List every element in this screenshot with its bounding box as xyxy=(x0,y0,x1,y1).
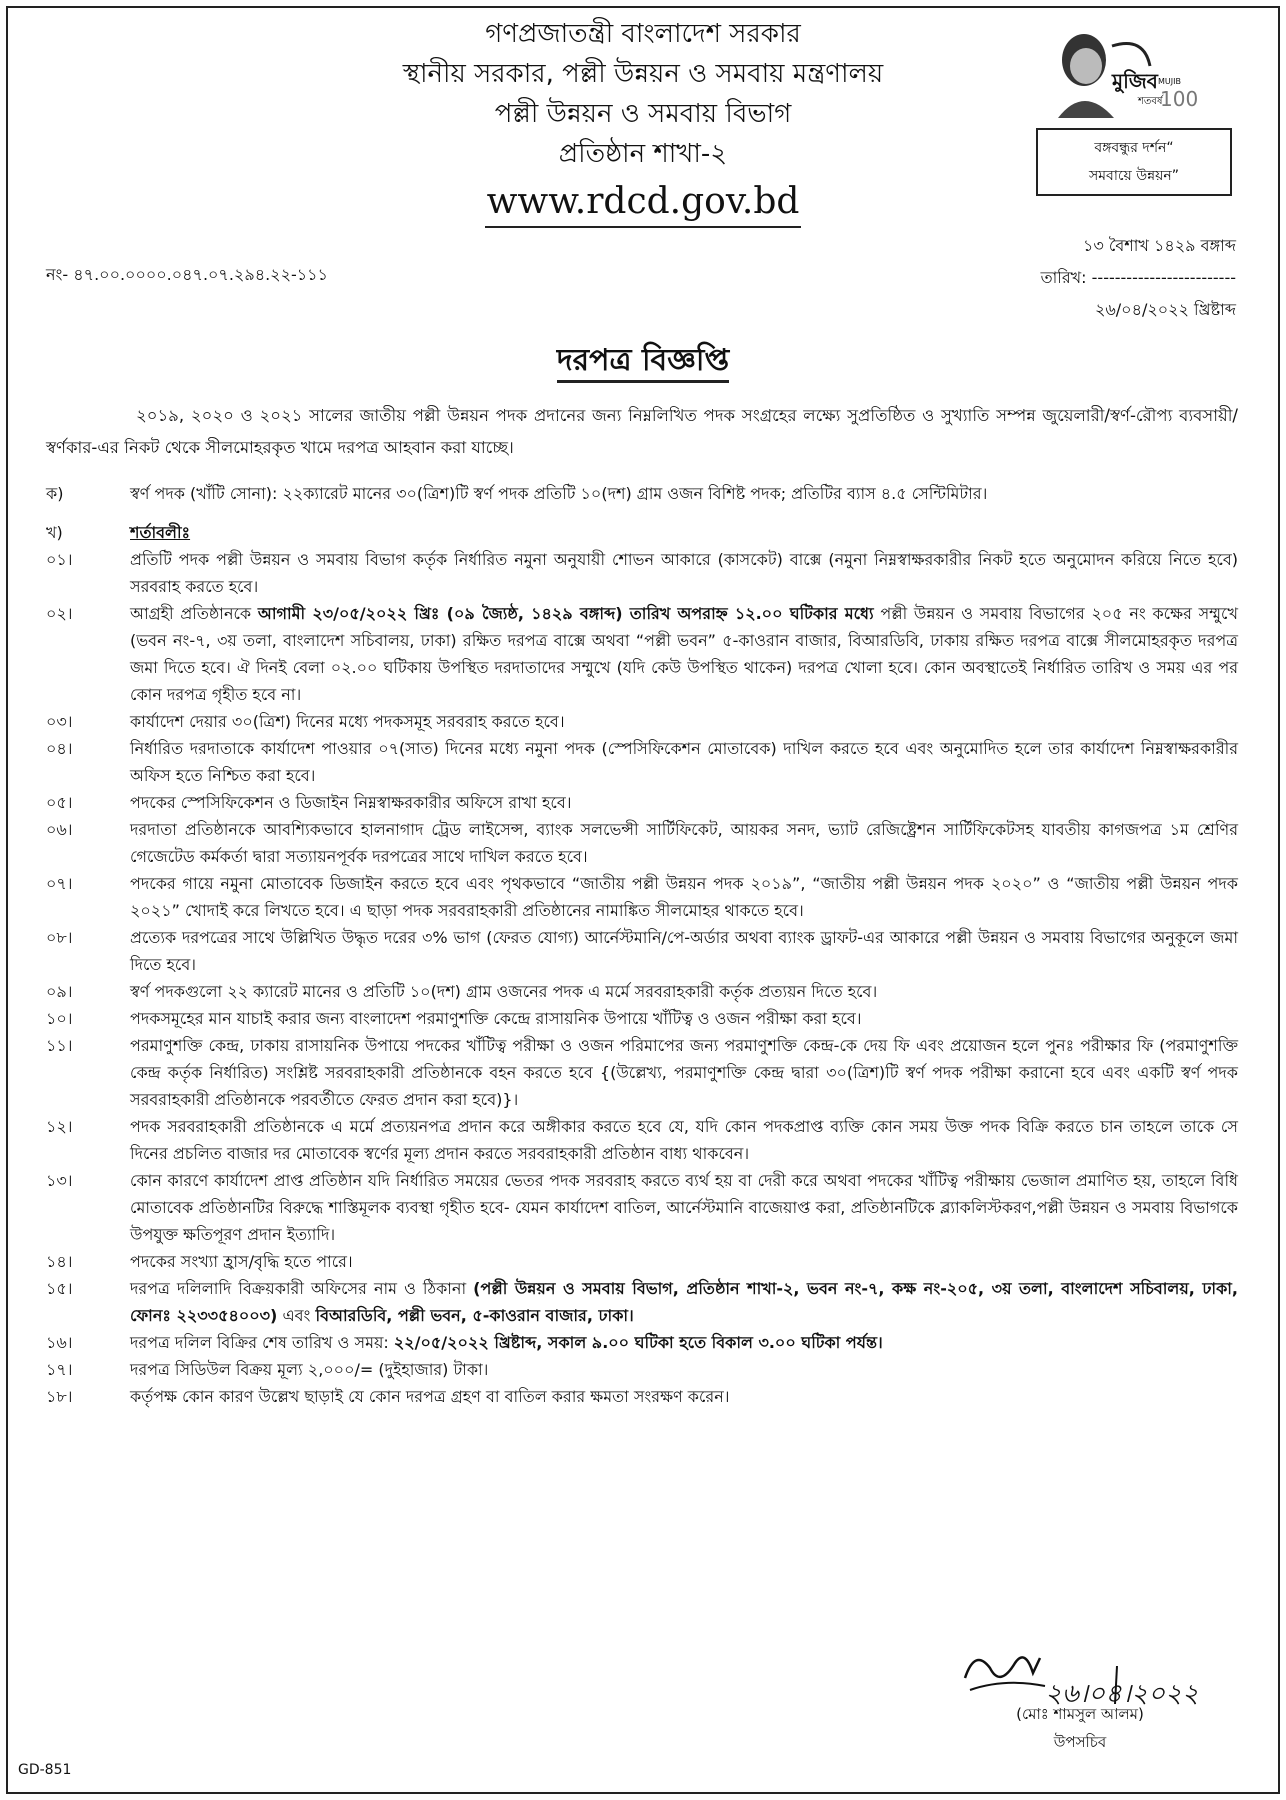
term-text: দরদাতা প্রতিষ্ঠানকে আবশ্যিকভাবে হালনাগাদ ট্রেড লাইসেন্স, ব্যাংক সলভেন্সী সার্টিফিকেট, আয়কর সনদ, ভ্যাট রেজিষ্ট্রেশন সার্টিফিকেটসহ যাবতীয় কাগজপত্র ১ম শ্রেণির গেজেটেড কর্মকর্তা দ্বারা সত্যায়নপূর্বক দরপত্রের সাথে দাখিল করতে হবে। xyxy=(130,820,1238,866)
term-11 xyxy=(46,1032,1238,1113)
term-02-deadline: আগামী ২৩/০৫/২০২২ খ্রিঃ (০৯ জ্যৈষ্ঠ, ১৪২৯ বঙ্গাব্দ) তারিখ অপরাহ্ন ১২.০০ ঘটিকার মধ্যে xyxy=(257,604,874,623)
term-09 xyxy=(46,978,1238,1005)
term-num: ১৮। xyxy=(46,1387,73,1406)
section-ka xyxy=(46,480,1238,507)
term-num: ০৯। xyxy=(46,982,73,1001)
notice-title xyxy=(0,336,1286,387)
memo-number: নং- ৪৭.০০.০০০০.০৪৭.০৭.২৯৪.২২-১১১ xyxy=(46,265,328,284)
term-text: পদকের গায়ে নমুনা মোতাবেক ডিজাইন করতে হবে এবং পৃথকভাবে “জাতীয় পল্লী উন্নয়ন পদক ২০১৯”, “জাতীয় পল্লী উন্নয়ন পদক ২০২০” ও “জাতীয় পল্লী উন্নয়ন পদক ২০২১” খোদাই করে লিখতে হবে। এ ছাড়া পদক সরবরাহকারী প্রতিষ্ঠানের নামাঙ্কিত সীলমোহর থাকতে হবে। xyxy=(130,874,1238,920)
term-num: ১৪। xyxy=(46,1252,73,1271)
portrait-icon xyxy=(1054,26,1199,122)
mujib-100-logo xyxy=(1054,26,1199,122)
term-num: ১২। xyxy=(46,1117,73,1136)
term-16-pre: দরপত্র দলিল বিক্রির শেষ তারিখ ও সময়: xyxy=(130,1333,394,1352)
slogan-box xyxy=(1036,128,1232,196)
term-text: পদকসমূহের মান যাচাই করার জন্য বাংলাদেশ পরমাণুশক্তি কেন্দ্রে রাসায়নিক উপায়ে খাঁটিত্ব ও ওজন পরীক্ষা করা হবে। xyxy=(130,1009,862,1028)
term-num: ১৫। xyxy=(46,1279,73,1298)
term-num: ১১। xyxy=(46,1036,73,1055)
term-14 xyxy=(46,1248,1238,1275)
term-text: পদকের সংখ্যা হ্রাস/বৃদ্ধি হতে পারে। xyxy=(130,1252,353,1271)
slogan-line-1: বঙ্গবন্ধুর দর্শন“ xyxy=(1094,140,1174,156)
term-15-office-address: (পল্লী উন্নয়ন ও সমবায় বিভাগ, প্রতিষ্ঠান শাখা-২, ভবন নং-৭, কক্ষ নং-২০৫, ৩য় তলা, বাংলাদেশ সচিবালয়, ঢাকা, ফোনঃ ২২৩৩৫৪০০৩) xyxy=(130,1279,1238,1325)
slogan-line-2: সমবায়ে উন্নয়ন” xyxy=(1089,168,1179,184)
term-num: ০৭। xyxy=(46,874,73,893)
term-num: ১৭। xyxy=(46,1360,73,1379)
term-text: কর্তৃপক্ষ কোন কারণ উল্লেখ ছাড়াই যে কোন দরপত্র গ্রহণ বা বাতিল করার ক্ষমতা সংরক্ষণ করেন। xyxy=(130,1387,730,1406)
signer-block xyxy=(960,1700,1200,1756)
term-num: ০১। xyxy=(46,550,73,569)
government-name: গণপ্রজাতন্ত্রী বাংলাদেশ সরকার xyxy=(485,19,801,49)
term-17 xyxy=(46,1356,1238,1383)
date-block xyxy=(1041,230,1236,326)
term-text: পদকের স্পেসিফিকেশন ও ডিজাইন নিম্নস্বাক্ষরকারীর অফিসে রাখা হবে। xyxy=(130,793,572,812)
term-04 xyxy=(46,735,1238,789)
term-num: ০৪। xyxy=(46,739,73,758)
date-label: তারিখ: ------------------------- xyxy=(1040,268,1236,287)
term-num: ০২। xyxy=(46,604,73,623)
term-text: পরমাণুশক্তি কেন্দ্র, ঢাকায় রাসায়নিক উপায়ে পদকের খাঁটিত্ব পরীক্ষা ও ওজন পরিমাপের জন্য পরমাণুশক্তি কেন্দ্র-কে দেয় ফি এবং প্রয়োজন হলে পুনঃ পরীক্ষার ফি (পরমাণুশক্তি কেন্দ্র কর্তৃক নির্ধারিত) সংশ্লিষ্ট সরবরাহকারী প্রতিষ্ঠানকে বহন করতে হবে {(উল্লেখ্য, পরমাণুশক্তি কেন্দ্র দ্বারা ৩০(ত্রিশ)টি স্বর্ণ পদক পরীক্ষা করানো হবে এবং একটি স্বর্ণ পদক সরবরাহকারী প্রতিষ্ঠানকে পরবর্তীতে ফেরত প্রদান করা হবে)}। xyxy=(130,1036,1238,1109)
term-text xyxy=(130,1329,1238,1356)
term-text xyxy=(130,600,1238,708)
term-15-mid: এবং xyxy=(277,1306,316,1325)
section-ka-num: ক) xyxy=(46,484,64,503)
term-num: ১০। xyxy=(46,1009,73,1028)
notice-title-text: দরপত্র বিজ্ঞপ্তি xyxy=(557,343,729,383)
section-kha-heading: শর্তাবলীঃ xyxy=(130,523,191,542)
signer-name: (মোঃ শামসুল আলম) xyxy=(1016,1705,1144,1723)
term-text: দরপত্র সিডিউল বিক্রয় মূল্য ২,০০০/= (দুইহাজার) টাকা। xyxy=(130,1360,489,1379)
term-10 xyxy=(46,1005,1238,1032)
term-02-post: পল্লী উন্নয়ন ও সমবায় বিভাগের ২০৫ নং কক্ষের সম্মুখে (ভবন নং-৭, ৩য় তলা, বাংলাদেশ সচিবালয়, ঢাকা) রক্ষিত দরপত্র বাক্সে অথবা “পল্লী ভবন” ৫-কাওরান বাজার, বিআরডিবি, ঢাকায় রক্ষিত দরপত্র বাক্সে সীলমোহরকৃত দরপত্র জমা দিতে হবে। ঐ দিনই বেলা ০২.০০ ঘটিকায় উপস্থিত দরদাতাদের সম্মুখে (যদি কেউ উপস্থিত থাকেন) দরপত্র খোলা হবে। কোন অবস্থাতেই নির্ধারিত তারিখ ও সময় এর পর কোন দরপত্র গৃহীত হবে না। xyxy=(130,604,1238,704)
term-02-pre: আগ্রহী প্রতিষ্ঠানকে xyxy=(130,604,258,623)
branch-name: প্রতিষ্ঠান শাখা-২ xyxy=(558,139,728,169)
term-12 xyxy=(46,1113,1238,1167)
term-text xyxy=(130,1275,1238,1329)
logo-word: মুজিব xyxy=(1112,69,1158,93)
ministry-name: স্থানীয় সরকার, পল্লী উন্নয়ন ও সমবায় মন্ত্রণালয় xyxy=(402,59,884,89)
term-text: প্রত্যেক দরপত্রের সাথে উল্লিখিত উদ্ধৃত দরের ৩% ভাগ (ফেরত যোগ্য) আর্নেস্টমানি/পে-অর্ডার অথবা ব্যাংক ড্রাফট-এর আকারে পল্লী উন্নয়ন ও সমবায় বিভাগের অনুকূলে জমা দিতে হবে। xyxy=(130,928,1238,974)
signer-designation: উপসচিব xyxy=(1053,1733,1107,1751)
term-07 xyxy=(46,870,1238,924)
term-text: কোন কারণে কার্যাদেশ প্রাপ্ত প্রতিষ্ঠান যদি নির্ধারিত সময়ের ভেতর পদক সরবরাহ করতে ব্যর্থ হয় বা দেরী করে অথবা পদকের খাঁটিত্ব পরীক্ষায় ভেজাল প্রমাণিত হয়, তাহলে বিধি মোতাবেক প্রতিষ্ঠানটির বিরুদ্ধে শাস্তিমূলক ব্যবস্থা গৃহীত হবে- যেমন কার্যাদেশ বাতিল, আর্নেস্টমানি বাজেয়াপ্ত করা, প্রতিষ্ঠানটিকে ব্ল্যাকলিস্টকরণ,পল্লী উন্নয়ন ও সমবায় বিভাগকে উপযুক্ত ক্ষতিপূরণ প্রদান ইত্যাদি। xyxy=(130,1171,1238,1244)
date-bangla: ১৩ বৈশাখ ১৪২৯ বঙ্গাব্দ xyxy=(1083,236,1236,255)
term-text: নির্ধারিত দরদাতাকে কার্যাদেশ পাওয়ার ০৭(সাত) দিনের মধ্যে নমুনা পদক (স্পেসিফিকেশন মোতাবেক) দাখিল করতে হবে এবং অনুমোদিত হলে তার কার্যাদেশ নিম্নস্বাক্ষরকারীর অফিস হতে নিশ্চিত করা হবে। xyxy=(130,739,1238,785)
term-num: ০৩। xyxy=(46,712,73,731)
term-15-brdb-address: বিআরডিবি, পল্লী ভবন, ৫-কাওরান বাজার, ঢাকা। xyxy=(315,1306,634,1325)
division-name: পল্লী উন্নয়ন ও সমবায় বিভাগ xyxy=(494,99,792,129)
logo-en: MUJIB xyxy=(1158,77,1181,86)
term-text: কার্যাদেশ দেয়ার ৩০(ত্রিশ) দিনের মধ্যে পদকসমূহ সরবরাহ করতে হবে। xyxy=(130,712,565,731)
term-text: স্বর্ণ পদকগুলো ২২ ক্যারেট মানের ও প্রতিটি ১০(দশ) গ্রাম ওজনের পদক এ মর্মে সরবরাহকারী কর্তৃক প্রত্যয়ন দিতে হবে। xyxy=(130,982,878,1001)
term-15 xyxy=(46,1275,1238,1329)
term-15-pre: দরপত্র দলিলাদি বিক্রয়কারী অফিসের নাম ও ঠিকানা xyxy=(130,1279,474,1298)
term-text: পদক সরবরাহকারী প্রতিষ্ঠানকে এ মর্মে প্রত্যয়নপত্র প্রদান করে অঙ্গীকার করতে হবে যে, যদি কোন পদকপ্রাপ্ত ব্যক্তি কোন সময় উক্ত পদক বিক্রি করতে চান তাহলে তাকে সে দিনের প্রচলিত বাজার দর মোতাবেক স্বর্ণের মূল্য প্রদান করতে সরবরাহকারী প্রতিষ্ঠান বাধ্য থাকবেন। xyxy=(130,1117,1238,1163)
logo-num: 100 xyxy=(1160,87,1199,111)
signature-date: ২৬।০৪।২০২২ xyxy=(1045,1679,1199,1709)
term-num: ১৬। xyxy=(46,1333,73,1352)
term-num: ০৫। xyxy=(46,793,73,812)
terms-list xyxy=(46,480,1238,1410)
term-num: ০৬। xyxy=(46,820,73,839)
term-text: প্রতিটি পদক পল্লী উন্নয়ন ও সমবায় বিভাগ কর্তৃক নির্ধারিত নমুনা অনুযায়ী শোভন আকারে (কাসকেট) বাক্সে (নমুনা নিম্নস্বাক্ষরকারীর নিকট হতে অনুমোদন করিয়ে নিতে হবে) সরবরাহ করতে হবে। xyxy=(130,550,1238,596)
term-03 xyxy=(46,708,1238,735)
term-08 xyxy=(46,924,1238,978)
term-06 xyxy=(46,816,1238,870)
term-num: ১৩। xyxy=(46,1171,73,1190)
website-link[interactable]: www.rdcd.gov.bd xyxy=(485,178,802,228)
section-kha-num: খ) xyxy=(46,523,63,542)
term-16-deadline: ২২/০৫/২০২২ খ্রিষ্টাব্দ, সকাল ৯.০০ ঘটিকা হতে বিকাল ৩.০০ ঘটিকা পর্যন্ত। xyxy=(393,1333,883,1352)
logo-sub: শতবর্ষ xyxy=(1138,96,1163,107)
date-english: ২৬/০৪/২০২২ খ্রিষ্টাব্দ xyxy=(1094,300,1236,319)
term-num: ০৮। xyxy=(46,928,73,947)
section-ka-text: স্বর্ণ পদক (খাঁটি সোনা): ২২ক্যারেট মানের ৩০(ত্রিশ)টি স্বর্ণ পদক প্রতিটি ১০(দশ) গ্রাম ওজন বিশিষ্ট পদক; প্রতিটির ব্যাস ৪.৫ সেন্টিমিটার। xyxy=(130,484,988,503)
intro-paragraph: ২০১৯, ২০২০ ও ২০২১ সালের জাতীয় পল্লী উন্নয়ন পদক প্রদানের জন্য নিম্নলিখিত পদক সংগ্রহের লক্ষ্যে সুপ্রতিষ্ঠিত ও সুখ্যাতি সম্পন্ন জুয়েলারী/স্বর্ণ-রৌপ্য ব্যবসায়ী/স্বর্ণকার-এর নিকট থেকে সীলমোহরকৃত খামে দরপত্র আহবান করা যাচ্ছে। xyxy=(46,406,1238,457)
term-05 xyxy=(46,789,1238,816)
term-01 xyxy=(46,546,1238,600)
term-02 xyxy=(46,600,1238,708)
section-kha xyxy=(46,519,1238,546)
term-16 xyxy=(46,1329,1238,1356)
term-13 xyxy=(46,1167,1238,1248)
term-18 xyxy=(46,1383,1238,1410)
footer-code: GD-851 xyxy=(18,1762,72,1778)
